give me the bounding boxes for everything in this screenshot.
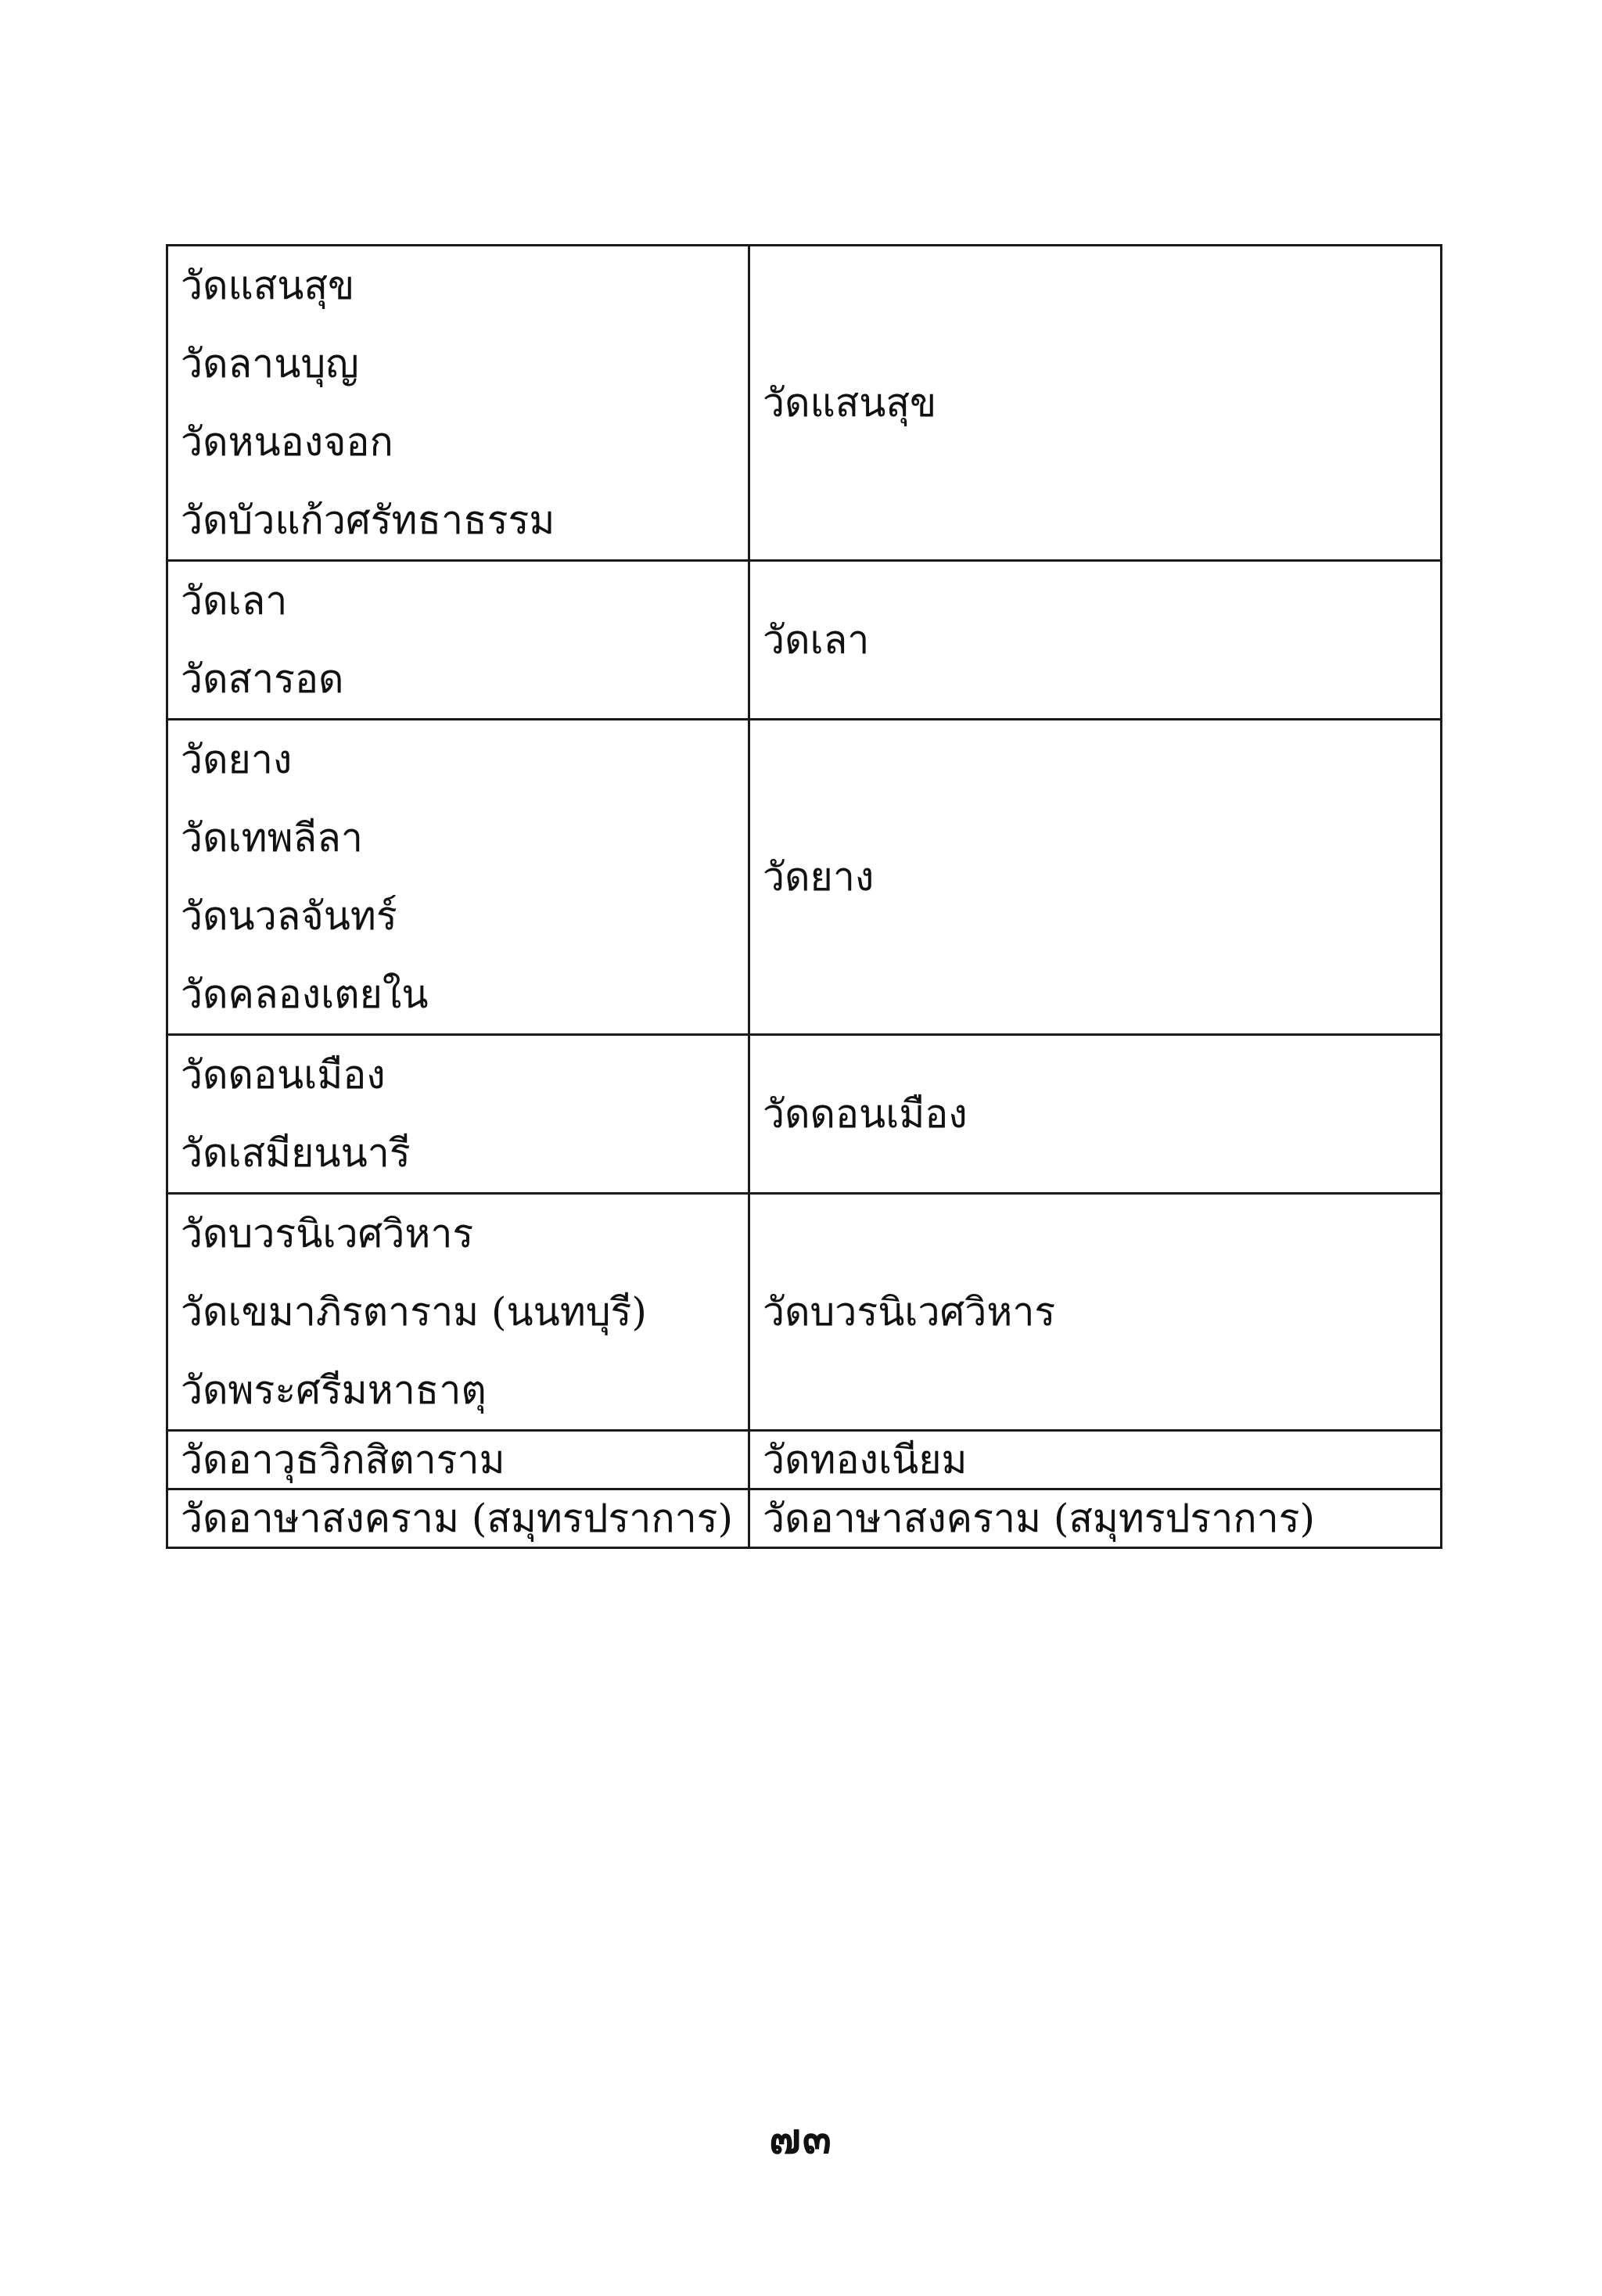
member-temples-cell bbox=[167, 1194, 749, 1431]
table-row bbox=[167, 561, 1442, 720]
table-row bbox=[167, 1431, 1442, 1489]
member-temple: วัดพระศรีมหาธาตุ bbox=[181, 1367, 487, 1413]
head-temple-cell: วัดดอนเมือง bbox=[749, 1035, 1442, 1194]
member-temples-cell bbox=[167, 246, 749, 561]
member-temple: วัดบัวแก้วศรัทธาธรรม bbox=[181, 498, 555, 543]
table-row bbox=[167, 1035, 1442, 1194]
member-temple: วัดหนองจอก bbox=[181, 419, 393, 465]
member-temples-cell bbox=[167, 1489, 749, 1548]
member-temples-cell bbox=[167, 1035, 749, 1194]
head-temple-cell: วัดแสนสุข bbox=[749, 246, 1442, 561]
table-row bbox=[167, 720, 1442, 1035]
table-row bbox=[167, 246, 1442, 561]
member-temple: วัดยาง bbox=[181, 737, 293, 782]
member-temple: วัดดอนเมือง bbox=[181, 1052, 386, 1098]
member-temple: วัดอาษาสงคราม (สมุทรปราการ) bbox=[181, 1496, 734, 1541]
head-temple-cell: วัดบวรนิเวศวิหาร bbox=[749, 1194, 1442, 1431]
member-temple: วัดเสมียนนารี bbox=[181, 1130, 411, 1176]
member-temple: วัดเขมาภิรตาราม (นนทบุรี) bbox=[181, 1289, 647, 1335]
member-temple: วัดสารอด bbox=[181, 656, 344, 702]
member-temples-cell bbox=[167, 561, 749, 720]
head-temple-cell: วัดอาษาสงคราม (สมุทรปราการ) bbox=[749, 1489, 1442, 1548]
temple-group-table bbox=[166, 244, 1442, 1549]
head-temple-cell: วัดทองเนียม bbox=[749, 1431, 1442, 1489]
table-row bbox=[167, 1489, 1442, 1548]
member-temples-cell bbox=[167, 1431, 749, 1489]
member-temple: วัดอาวุธวิกสิตาราม bbox=[181, 1437, 505, 1482]
member-temple: วัดลานบุญ bbox=[181, 341, 359, 386]
head-temple-cell: วัดยาง bbox=[749, 720, 1442, 1035]
member-temple: วัดบวรนิเวศวิหาร bbox=[181, 1211, 474, 1256]
member-temple: วัดเทพลีลา bbox=[181, 815, 363, 861]
member-temple: วัดนวลจันทร์ bbox=[181, 893, 397, 939]
table-row bbox=[167, 1194, 1442, 1431]
head-temple-cell: วัดเลา bbox=[749, 561, 1442, 720]
member-temple: วัดคลองเตยใน bbox=[181, 972, 429, 1017]
member-temple: วัดเลา bbox=[181, 578, 288, 623]
page-number: ๗๓ bbox=[769, 2113, 833, 2163]
member-temples-cell bbox=[167, 720, 749, 1035]
member-temple: วัดแสนสุข bbox=[181, 263, 355, 308]
